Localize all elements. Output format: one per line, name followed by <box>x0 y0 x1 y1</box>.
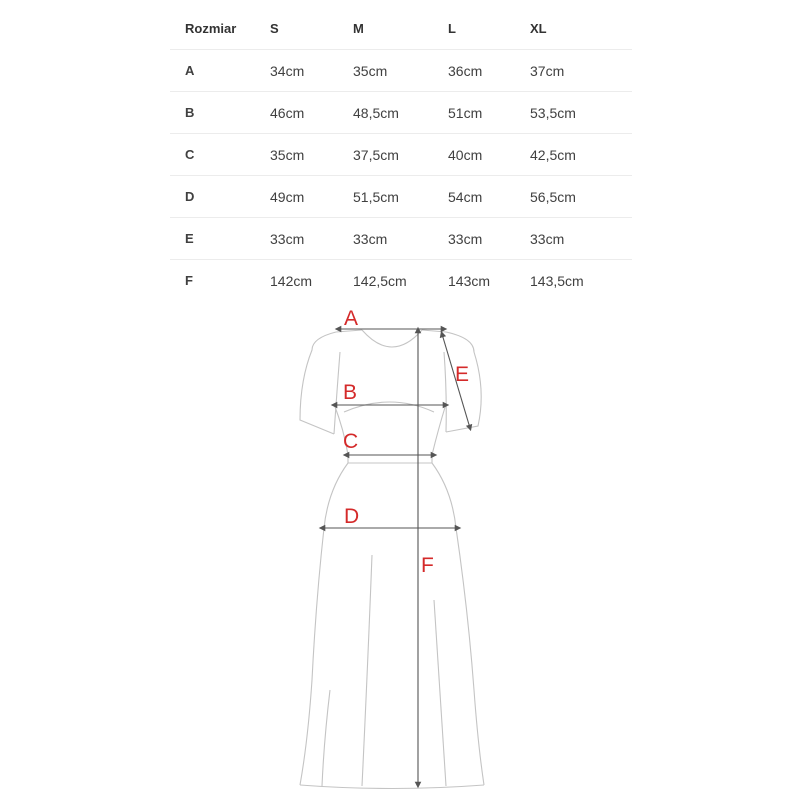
cell-value: 53,5cm <box>530 104 576 121</box>
row-label: D <box>185 189 195 204</box>
cell-value: 33cm <box>448 230 483 247</box>
cell-value: 33cm <box>353 230 388 247</box>
label-b: B <box>343 381 358 404</box>
label-c: C <box>343 430 359 453</box>
label-a: A <box>344 307 359 330</box>
cell-value: 46cm <box>270 104 305 121</box>
cell-value: 33cm <box>270 230 305 247</box>
cell-value: 42,5cm <box>530 146 576 163</box>
cell-value: 37,5cm <box>353 146 399 163</box>
label-d: D <box>344 505 360 528</box>
cell-value: 35cm <box>353 62 388 79</box>
dress-outline <box>300 330 484 789</box>
header-l: L <box>448 21 456 36</box>
cell-value: 56,5cm <box>530 188 576 205</box>
header-s: S <box>270 21 279 36</box>
cell-value: 48,5cm <box>353 104 399 121</box>
header-m: M <box>353 21 364 36</box>
cell-value: 143cm <box>448 272 491 289</box>
label-f: F <box>421 554 434 577</box>
cell-value: 36cm <box>448 62 483 79</box>
row-label: C <box>185 147 195 162</box>
row-label: F <box>185 273 193 288</box>
cell-value: 142cm <box>270 272 313 289</box>
row-label: B <box>185 105 195 120</box>
header-size: Rozmiar <box>185 21 237 36</box>
cell-value: 34cm <box>270 62 305 79</box>
cell-value: 51,5cm <box>353 188 399 205</box>
cell-value: 49cm <box>270 188 305 205</box>
cell-value: 51cm <box>448 104 483 121</box>
cell-value: 35cm <box>270 146 305 163</box>
cell-value: 33cm <box>530 230 565 247</box>
cell-value: 54cm <box>448 188 483 205</box>
cell-value: 37cm <box>530 62 565 79</box>
cell-value: 143,5cm <box>530 272 584 289</box>
label-e: E <box>455 363 470 386</box>
row-label: A <box>185 63 195 78</box>
cell-value: 40cm <box>448 146 483 163</box>
header-xl: XL <box>530 21 547 36</box>
cell-value: 142,5cm <box>353 272 407 289</box>
row-label: E <box>185 231 194 246</box>
